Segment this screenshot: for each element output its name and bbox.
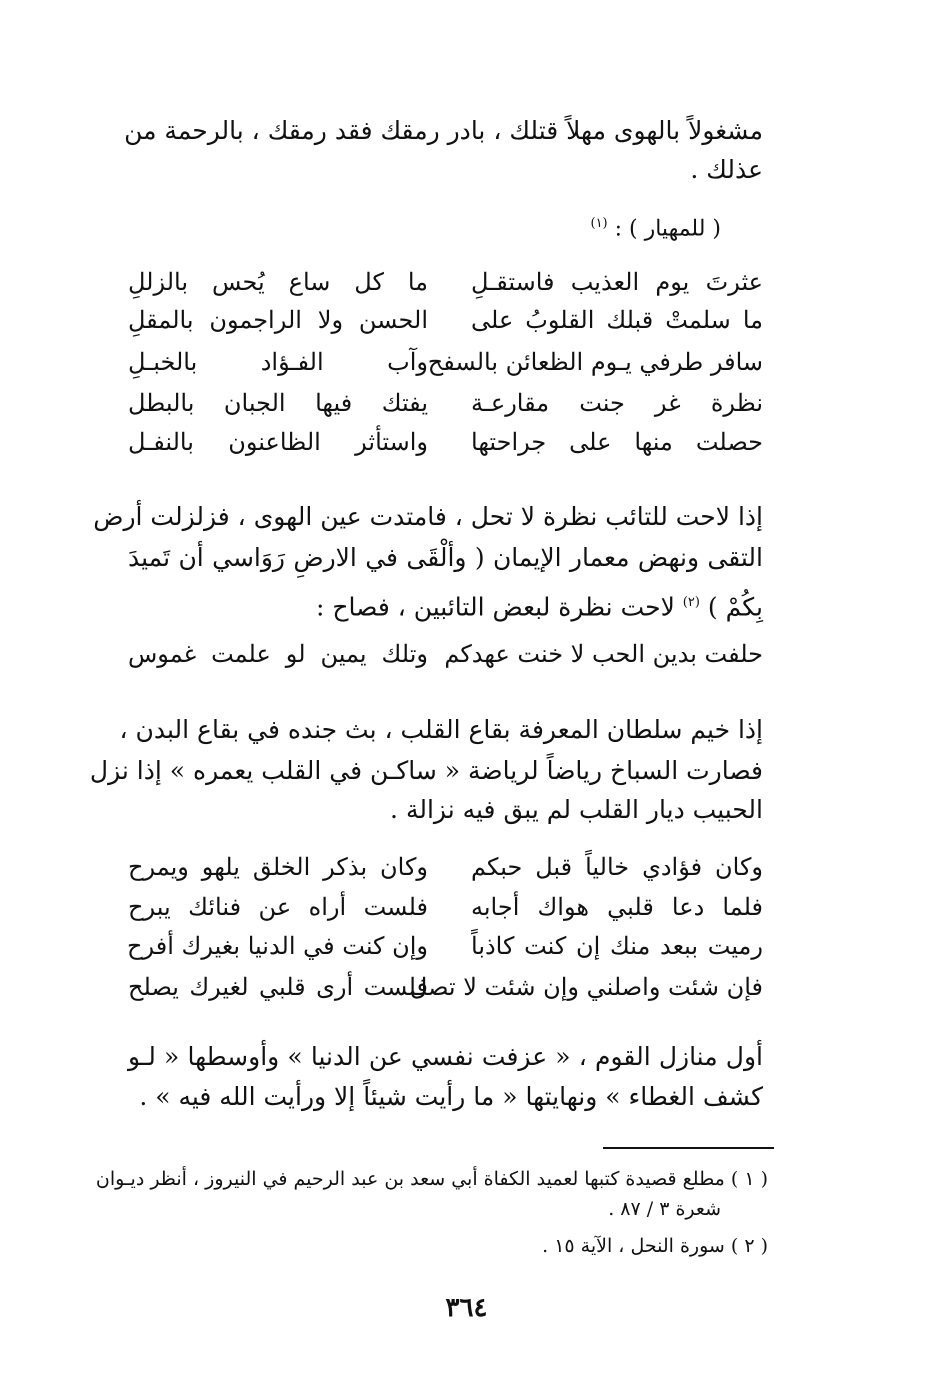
footnote-ref-1: (١) xyxy=(590,216,608,231)
quran-quote-end: بِكُمْ ) xyxy=(707,592,763,622)
verse-first-hemistich: عثرتَ يوم العذيب فاستقـلِ xyxy=(471,268,763,296)
footnote-1-line-1: ( ١ ) مطلع قصيدة كتبها لعميد الكفاة أبي سعد بن عبد الرحيم في النيروز ، أنظر ديـوان xyxy=(95,1168,768,1190)
heading-text: ( للمهيار ) : xyxy=(614,216,721,242)
paragraph-3-line-1: إذا خيم سلطان المعرفة بقاع القلب ، بث جنده في بقاع البدن ، xyxy=(119,715,763,744)
verse-second-hemistich: ما كل ساع يُحس بالزللِ xyxy=(128,268,428,296)
verse-second-hemistich: وتلك يمين لو علمت غموس xyxy=(128,640,428,668)
poem-verse xyxy=(128,967,763,1007)
verse-first-hemistich: وكان فؤادي خالياً قبل حبكم xyxy=(471,853,763,881)
verse-second-hemistich: الحسن ولا الراجمون بالمقلِ xyxy=(128,306,428,334)
verse-second-hemistich: وآب الفـؤاد بالخبـلِ xyxy=(128,348,428,376)
poem-verse xyxy=(128,926,763,966)
verse-first-hemistich: حصلت منها على جراحتها xyxy=(471,428,763,456)
poem-verse xyxy=(128,300,763,340)
footnote-1-line-2: شعرة ٣ / ٨٧ . xyxy=(608,1198,721,1220)
poem-verse xyxy=(128,383,763,423)
page-number: ٣٦٤ xyxy=(445,1293,488,1323)
paragraph-2-line-1: إذا لاحت للتائب نظرة لا تحل ، فامتدت عين الهوى ، فزلزلت أرض xyxy=(93,502,763,531)
poem-verse xyxy=(128,422,763,462)
footnote-divider xyxy=(603,1147,774,1149)
paragraph-1-line-2: عذلك . xyxy=(690,155,763,184)
verse-first-hemistich: فإن شئت واصلني وإن شئت لا تصل xyxy=(409,973,763,1001)
verse-second-hemistich: يفتك فيها الجبان بالبطل xyxy=(128,389,428,417)
verse-first-hemistich: فلما دعا قلبي هواك أجابه xyxy=(471,893,763,921)
paragraph-1-line-1: مشغولاً بالهوى مهلاً قتلك ، بادر رمقك فقد رمقك ، بالرحمة من xyxy=(124,116,763,145)
verse-second-hemistich: وكان بذكر الخلق يلهو ويمرح xyxy=(128,853,428,881)
poem-heading xyxy=(590,204,721,249)
poem-verse xyxy=(128,887,763,927)
poem-verse xyxy=(128,847,763,887)
verse-first-hemistich: سافر طرفي يـوم الظعائن بالسفح xyxy=(427,348,763,376)
footnote-ref-2: (٢) xyxy=(682,595,700,610)
poem-verse xyxy=(128,342,763,382)
verse-second-hemistich: فلست أرى قلبي لغيرك يصلح xyxy=(128,973,428,1001)
verse-second-hemistich: واستأثر الظاعنون بالنفـل xyxy=(128,428,428,456)
verse-second-hemistich: وإن كنت في الدنيا بغيرك أفرح xyxy=(127,932,428,960)
paragraph-4-line-1: أول منازل القوم ، « عزفت نفسي عن الدنيا » وأوسطها « لـو xyxy=(128,1042,763,1071)
paragraph-4-line-2: كشف الغطاء » ونهايتها « ما رأيت شيئاً إلا ورأيت الله فيه » . xyxy=(139,1082,763,1111)
footnote-2: ( ٢ ) سورة النحل ، الآية ١٥ . xyxy=(542,1235,768,1257)
paragraph-3-line-2: فصارت السباخ رياضاً لرياضة « ساكـن في القلب يعمره » إذا نزل xyxy=(89,756,763,785)
poem-verse xyxy=(128,634,763,674)
verse-first-hemistich: حلفت بدين الحب لا خنت عهدكم xyxy=(444,640,763,668)
paragraph-2-line-3 xyxy=(128,583,763,627)
verse-first-hemistich: رميت ببعد منك إن كنت كاذباً xyxy=(471,932,763,960)
paragraph-2-tail: لاحت نظرة لبعض التائبين ، فصاح : xyxy=(316,592,675,622)
poem-verse xyxy=(128,262,763,302)
paragraph-3-line-3: الحبيب ديار القلب لم يبق فيه نزالة . xyxy=(390,795,763,824)
verse-second-hemistich: فلست أراه عن فنائك يبرح xyxy=(128,893,428,921)
verse-first-hemistich: نظرة غر جنت مقارعـة xyxy=(471,389,763,417)
paragraph-2-line-2: التقى ونهض معمار الإيمان ( وألْقَى في الارضِ رَوَاسي أن تَميدَ xyxy=(128,543,763,572)
verse-first-hemistich: ما سلمتْ قبلك القلوبُ على xyxy=(471,306,763,334)
